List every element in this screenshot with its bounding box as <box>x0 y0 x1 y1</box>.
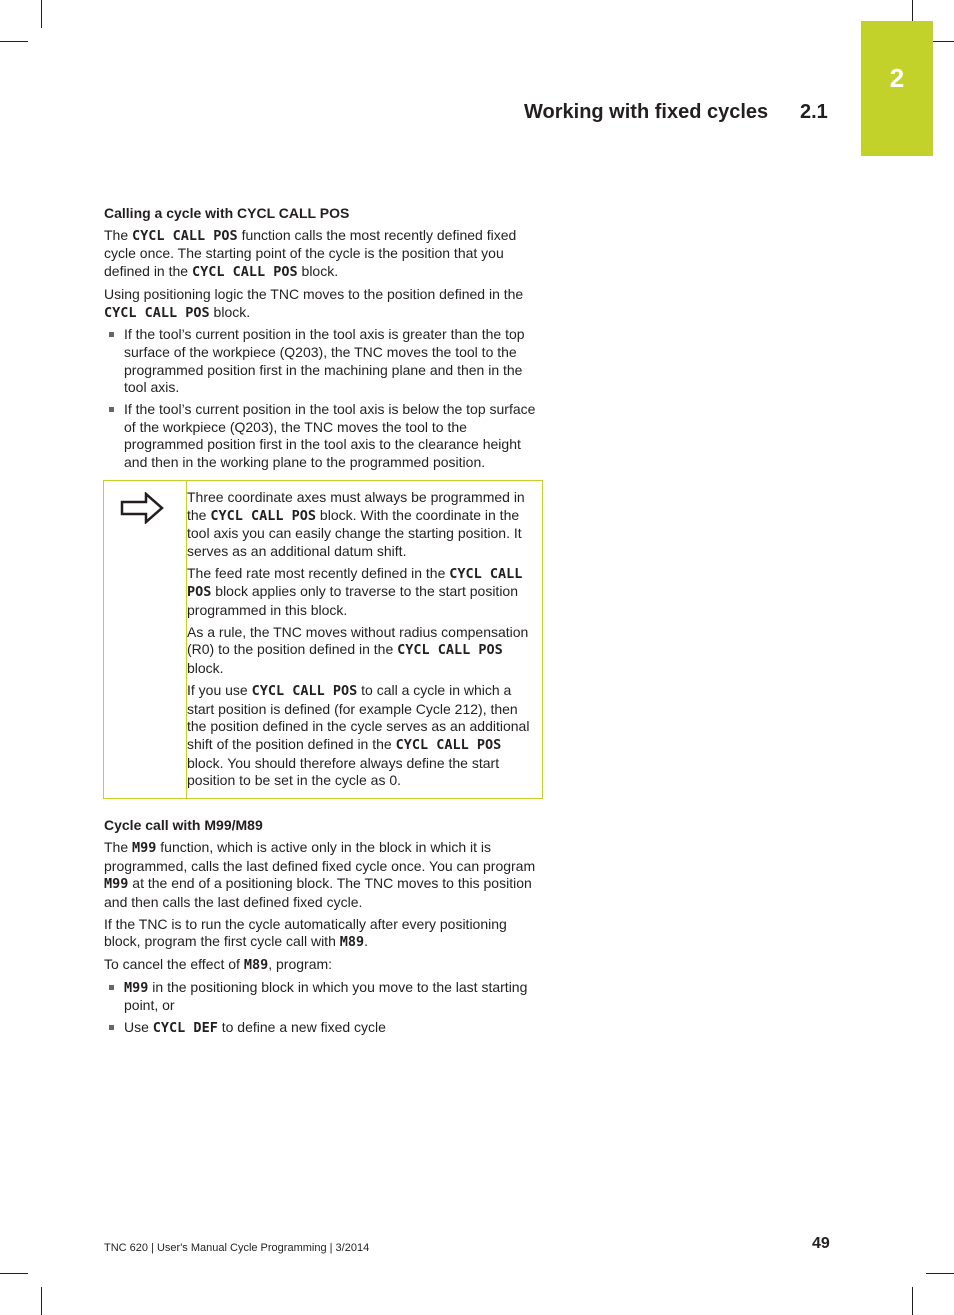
code-term: CYCL CALL POS <box>395 736 502 753</box>
text: in the positioning block in which you move to the last starting point, or <box>124 978 528 1014</box>
text: at the end of a positioning block. The TNC moves to this position and then calls the last defined fixed cycle. <box>104 875 532 910</box>
text: function, which is active only in the block in which it is programmed, calls the last defined fixed cycle once. You can program <box>104 838 536 874</box>
crop-mark <box>41 0 42 28</box>
note-box <box>103 480 543 799</box>
paragraph <box>187 565 530 620</box>
chapter-tab <box>861 21 933 156</box>
text: block applies only to traverse to the start position programmed in this block. <box>187 583 518 619</box>
list-item <box>104 979 542 1015</box>
paragraph <box>104 286 542 322</box>
section-heading: Cycle call with M99/M89 <box>104 817 263 834</box>
bullet-list <box>104 326 542 472</box>
code-term: M89 <box>243 957 269 974</box>
paragraph <box>187 489 530 561</box>
note-body <box>187 481 542 798</box>
paragraph <box>104 916 542 952</box>
text: to call a cycle in which a start position is defined (for example Cycle 212), then the position defined in the cycle serves as an additional shift of the position defined in the <box>187 681 530 752</box>
note-icon-cell <box>104 481 187 798</box>
crop-mark <box>926 1273 954 1274</box>
running-header-title: Working with fixed cycles <box>524 101 769 123</box>
code-term: M99 <box>132 839 157 856</box>
crop-mark <box>912 1287 913 1315</box>
section-heading: Calling a cycle with CYCL CALL POS <box>104 205 350 221</box>
text: , program: <box>268 956 333 973</box>
crop-mark <box>0 1273 28 1274</box>
text: If the tool’s current position in the tool axis is below the top surface of the workpiece (Q203), the TNC moves the tool to the programmed position first in the tool axis to the clearance height and then in the working plane to the programmed position. <box>124 401 536 471</box>
text: As a rule, the TNC moves without radius compensation (R0) to the position defined in the <box>187 623 529 658</box>
code-term: CYCL CALL POS <box>187 565 523 601</box>
text: If you use <box>187 681 252 698</box>
code-term: M99 <box>124 979 149 996</box>
text: to define a new fixed cycle <box>217 1019 386 1036</box>
bullet-list <box>104 979 542 1038</box>
paragraph <box>104 956 542 975</box>
chapter-number: 2 <box>889 63 905 93</box>
paragraph <box>187 624 530 678</box>
bullet-square-icon <box>109 985 114 990</box>
code-term: M89 <box>339 934 365 951</box>
code-term: M99 <box>104 876 129 893</box>
text: To cancel the effect of <box>104 956 244 973</box>
text: block. <box>209 303 251 320</box>
list-item <box>104 326 542 397</box>
text: The <box>104 838 133 855</box>
bullet-square-icon <box>109 407 114 412</box>
text: Use <box>124 1019 153 1036</box>
code-term: CYCL CALL POS <box>210 507 317 524</box>
arrow-right-icon <box>120 492 164 524</box>
text: block. <box>297 263 339 280</box>
code-term: CYCL DEF <box>152 1020 218 1037</box>
code-term: CYCL CALL POS <box>132 227 238 244</box>
list-item <box>104 1019 542 1038</box>
text: Three coordinate axes must always be programmed in the <box>187 488 525 523</box>
paragraph <box>104 227 542 282</box>
code-term: CYCL CALL POS <box>191 264 298 281</box>
main-content <box>104 205 542 1042</box>
code-term: CYCL CALL POS <box>251 682 358 699</box>
text: The feed rate most recently defined in the <box>187 564 450 581</box>
text: If the tool’s current position in the tool axis is greater than the top surface of the workpiece (Q203), the TNC moves the tool to the programmed position first in the machining plane and then in the tool axis. <box>124 326 525 396</box>
page-number: 49 <box>812 1235 830 1252</box>
paragraph <box>104 839 542 912</box>
text: block. With the coordinate in the tool axis you can easily change the starting position. It serves as an additional datum shift. <box>187 506 522 559</box>
text: block. <box>187 660 224 677</box>
bullet-square-icon <box>109 332 114 337</box>
text: If the TNC is to run the cycle automatically after every positioning block, program the first cycle call with <box>104 915 507 950</box>
crop-mark <box>41 1287 42 1315</box>
bullet-square-icon <box>109 1025 114 1030</box>
text: block. You should therefore always define the start position to be set in the cycle as 0. <box>187 754 500 789</box>
text: function calls the most recently defined fixed cycle once. The starting point of the cycle is the position that you defined in the <box>104 226 517 280</box>
text: The <box>104 226 133 243</box>
code-term: CYCL CALL POS <box>397 642 503 659</box>
footer-text: TNC 620 | User's Manual Cycle Programming | 3/2014 <box>104 1242 370 1254</box>
text: . <box>364 933 369 950</box>
crop-mark <box>0 41 28 42</box>
text: Using positioning logic the TNC moves to the position defined in the <box>104 285 524 302</box>
running-header-section: 2.1 <box>800 101 828 123</box>
paragraph <box>187 682 530 790</box>
list-item <box>104 401 542 472</box>
code-term: CYCL CALL POS <box>104 304 210 321</box>
